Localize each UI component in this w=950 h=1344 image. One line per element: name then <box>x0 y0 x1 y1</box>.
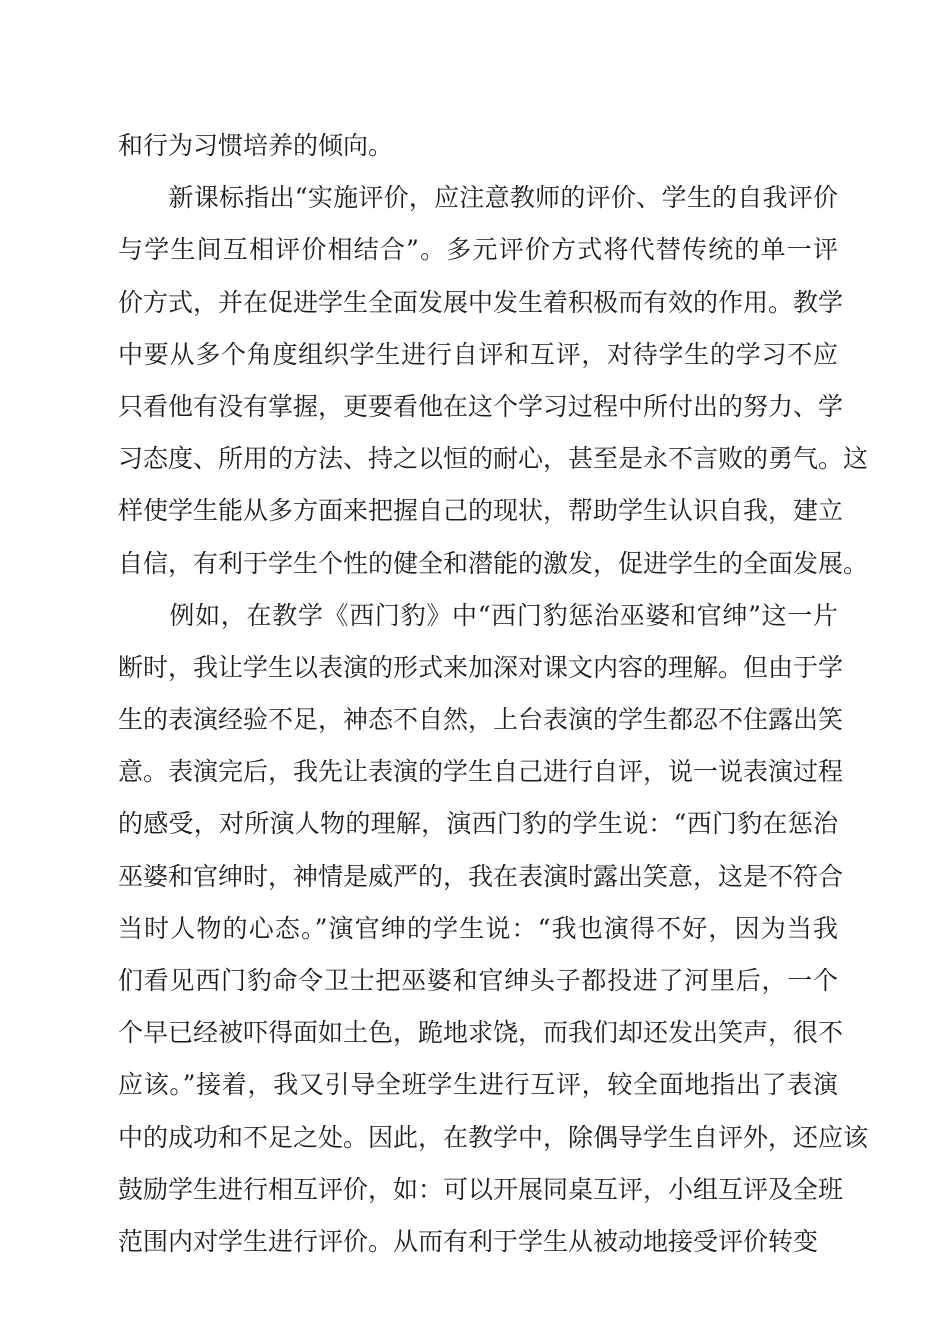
text-line: 应该。”接着，我又引导全班学生进行互评，较全面地指出了表演 <box>118 1070 838 1100</box>
text-line: 新课标指出“实施评价，应注意教师的评价、学生的自我评价 <box>118 183 838 213</box>
text-line: 与学生间互相评价相结合”。多元评价方式将代替传统的单一评 <box>118 235 838 265</box>
text-line: 中要从多个角度组织学生进行自评和互评，对待学生的学习不应 <box>118 339 838 369</box>
text-line: 样使学生能从多方面来把握自己的现状，帮助学生认识自我，建立 <box>118 496 844 526</box>
text-line: 和行为习惯培养的倾向。 <box>118 131 394 160</box>
text-line: 价方式，并在促进学生全面发展中发生着积极而有效的作用。教学 <box>118 287 844 317</box>
text-line: 断时，我让学生以表演的形式来加深对课文内容的理解。但由于学 <box>118 652 844 682</box>
body-text <box>118 120 869 1268</box>
text-line: 们看见西门豹命令卫士把巫婆和官绅头子都投进了河里后，一个 <box>118 966 838 995</box>
text-line: 只看他有没有掌握，更要看他在这个学习过程中所付出的努力、学 <box>118 391 844 421</box>
text-line: 巫婆和官绅时，神情是威严的，我在表演时露出笑意，这是不符合 <box>118 861 844 891</box>
text-line: 中的成功和不足之处。因此，在教学中，除偶导学生自评外，还应该 <box>118 1122 869 1152</box>
text-line: 鼓励学生进行相互评价，如：可以开展同桌互评，小组互评及全班 <box>118 1174 844 1204</box>
text-line: 个早已经被吓得面如土色，跪地求饶，而我们却还发出笑声，很不 <box>118 1018 844 1048</box>
text-line: 意。表演完后，我先让表演的学生自己进行自评，说一说表演过程 <box>118 757 844 787</box>
text-line: 习态度、所用的方法、持之以恒的耐心，甚至是永不言败的勇气。这 <box>118 444 869 474</box>
text-line: 例如，在教学《西门豹》中“西门豹惩治巫婆和官绅”这一片 <box>118 600 838 630</box>
text-line: 当时人物的心态。”演官绅的学生说：“我也演得不好，因为当我 <box>118 913 838 943</box>
text-line: 生的表演经验不足，神态不自然，上台表演的学生都忍不住露出笑 <box>118 705 844 735</box>
text-line: 的感受，对所演人物的理解，演西门豹的学生说：“西门豹在惩治 <box>118 809 838 839</box>
text-line: 范围内对学生进行评价。从而有利于学生从被动地接受评价转变 <box>118 1226 819 1256</box>
text-line: 自信，有利于学生个性的健全和潜能的激发，促进学生的全面发展。 <box>118 548 869 578</box>
